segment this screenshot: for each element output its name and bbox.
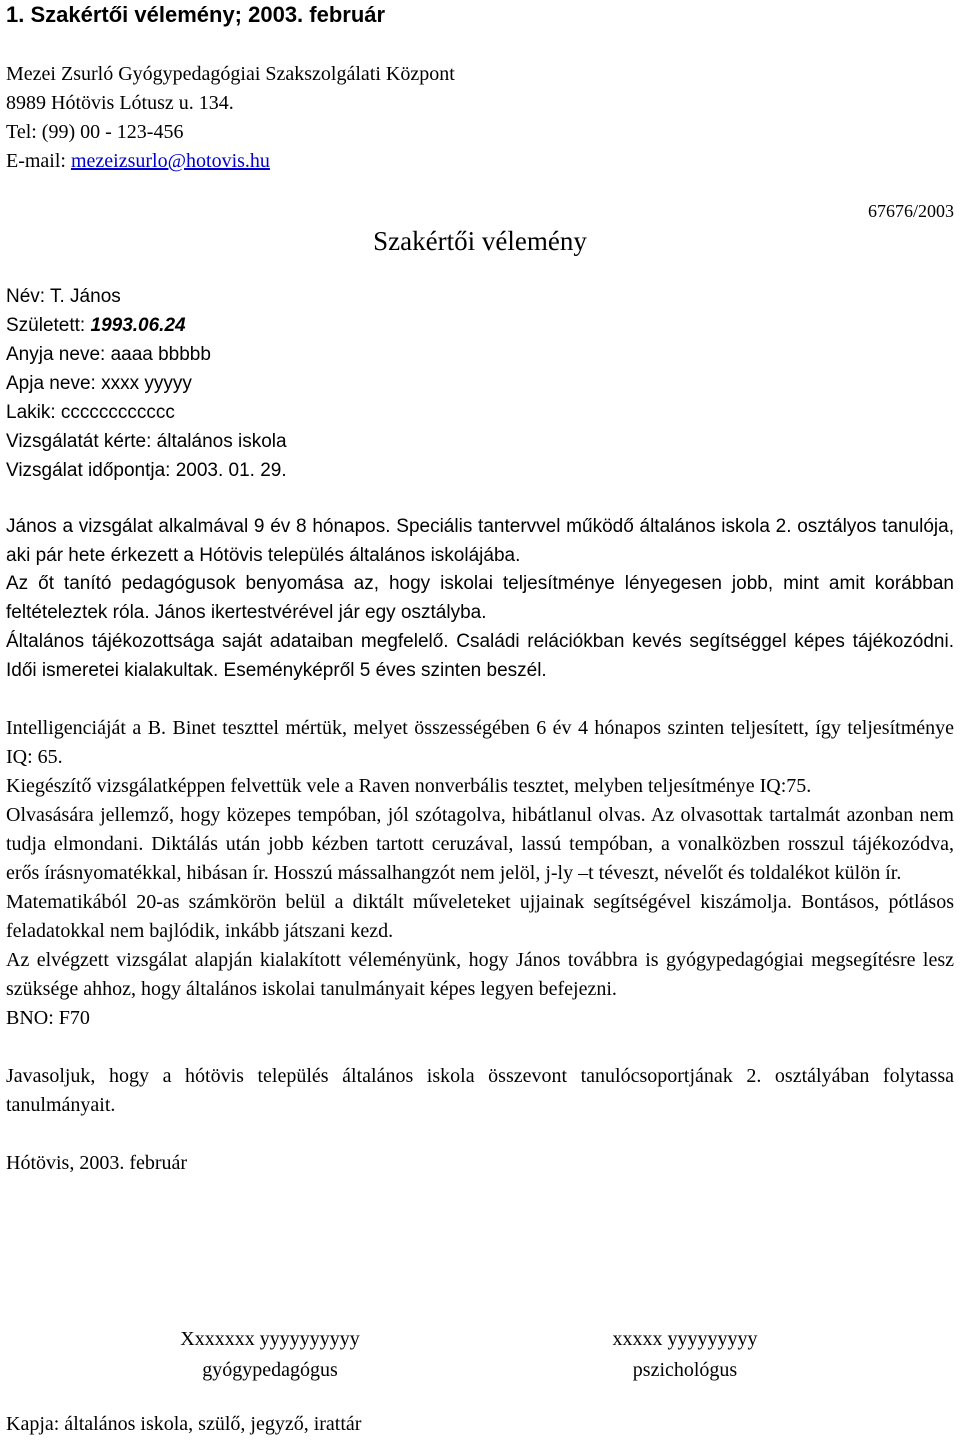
birth-date: 1993.06.24 (90, 315, 186, 336)
spacer (6, 1120, 954, 1149)
section-heading: 1. Szakértői vélemény; 2003. február (6, 2, 386, 27)
observation-text (6, 513, 954, 685)
email-link[interactable]: mezeizsurlo@hotovis.hu (70, 150, 270, 172)
document-title: Szakértői vélemény (373, 226, 587, 256)
document-number: 67676/2003 (867, 201, 954, 221)
sender-address: 8989 Hótövis Lótusz u. 134. (6, 92, 234, 114)
paragraph-binet: Intelligenciáját a B. Binet teszttel mértük, melyet összességében 6 év 4 hónapos szinten teljesített, így teljesítménye IQ: 65. (6, 717, 954, 768)
signature-name: xxxxx yyyyyyyyy (612, 1328, 758, 1350)
sender-block (6, 60, 455, 176)
paragraph-conclusion: Az elvégzett vizsgálat alapján kialakított véleményünk, hogy János továbbra is gyógypedagógiai megsegítésre lesz szüksége ahhoz, hogy általános iskolai tanulmányait képes legyen befejezni. (6, 949, 954, 1000)
paragraph-recommendation: Javasoljuk, hogy a hótövis település általános iskola összevont tanulócsoportjának 2. osztályában folytassa tanulmányait. (6, 1065, 954, 1116)
signature-block-psychologist (540, 1324, 830, 1386)
personal-data-block (6, 282, 287, 485)
paragraph-age-school: János a vizsgálat alkalmával 9 év 8 hónapos. Speciális tantervvel működő általános iskola 2. osztályos tanulója, aki pár hete érkezett a Hótövis település általános iskolájába. (6, 516, 954, 566)
distribution-list: Kapja: általános iskola, szülő, jegyző, irattár (6, 1413, 362, 1435)
requested-by: Vizsgálatát kérte: általános iskola (6, 431, 287, 452)
child-name: Név: T. János (6, 286, 121, 307)
mother-name: Anyja neve: aaaa bbbbb (6, 344, 211, 365)
paragraph-raven: Kiegészítő vizsgálatképpen felvettük vele a Raven nonverbális tesztet, melyben teljesítménye IQ:75. (6, 775, 812, 797)
bno-code: BNO: F70 (6, 1007, 90, 1029)
spacer (6, 1033, 954, 1062)
signature-role: gyógypedagógus (202, 1359, 338, 1381)
birth-label: Született: (6, 315, 91, 336)
signature-block-special-educator (130, 1324, 410, 1386)
birth-date-line (6, 311, 287, 340)
sender-phone: Tel: (99) 00 - 123-456 (6, 121, 184, 143)
exam-date: Vizsgálat időpontja: 2003. 01. 29. (6, 460, 287, 481)
sender-email-line (6, 147, 455, 176)
paragraph-teachers: Az őt tanító pedagógusok benyomása az, hogy iskolai teljesítménye lényegesen jobb, mint amit korábban feltételeztek róla. János ikertestvérével jár egy osztályba. (6, 573, 954, 624)
signature-role: pszichológus (632, 1359, 738, 1381)
paragraph-math: Matematikából 20-as számkörön belül a diktált műveleteket ujjainak segítségével kiszámolja. Bontásos, pótlásos feladatokkal nem bajlódik, inkább játszani kezd. (6, 891, 954, 942)
paragraph-orientation: Általános tájékozottsága saját adataiban megfelelő. Családi relációkban kevés segítséggel képes tájékozódni. Idői ismeretei kialakultak. Eseményképről 5 éves szinten beszél. (6, 630, 954, 681)
sender-name: Mezei Zsurló Gyógypedagógiai Szakszolgálati Központ (6, 63, 455, 85)
place-date: Hótövis, 2003. február (6, 1152, 188, 1174)
signature-name: Xxxxxxx yyyyyyyyyy (180, 1328, 360, 1350)
residence: Lakik: cccccccccccc (6, 402, 175, 423)
paragraph-reading: Olvasására jellemző, hogy közepes tempóban, jól szótagolva, hibátlanul olvas. Az olvasottak tartalmát azonban nem tudja elmondani. Diktálás után jobb kézben tartott ceruzával, lassú tempóban, a vonalközben rosszul tájékozódva, erős írásnyomatékkal, hibásan ír. Hosszú mássalhangzót nem jelöl, j-ly –t téveszt, névelőt és toldalékot külön ír. (6, 804, 954, 884)
assessment-text (6, 714, 954, 1178)
email-label: E-mail: (6, 150, 71, 172)
father-name: Apja neve: xxxx yyyyy (6, 373, 192, 394)
